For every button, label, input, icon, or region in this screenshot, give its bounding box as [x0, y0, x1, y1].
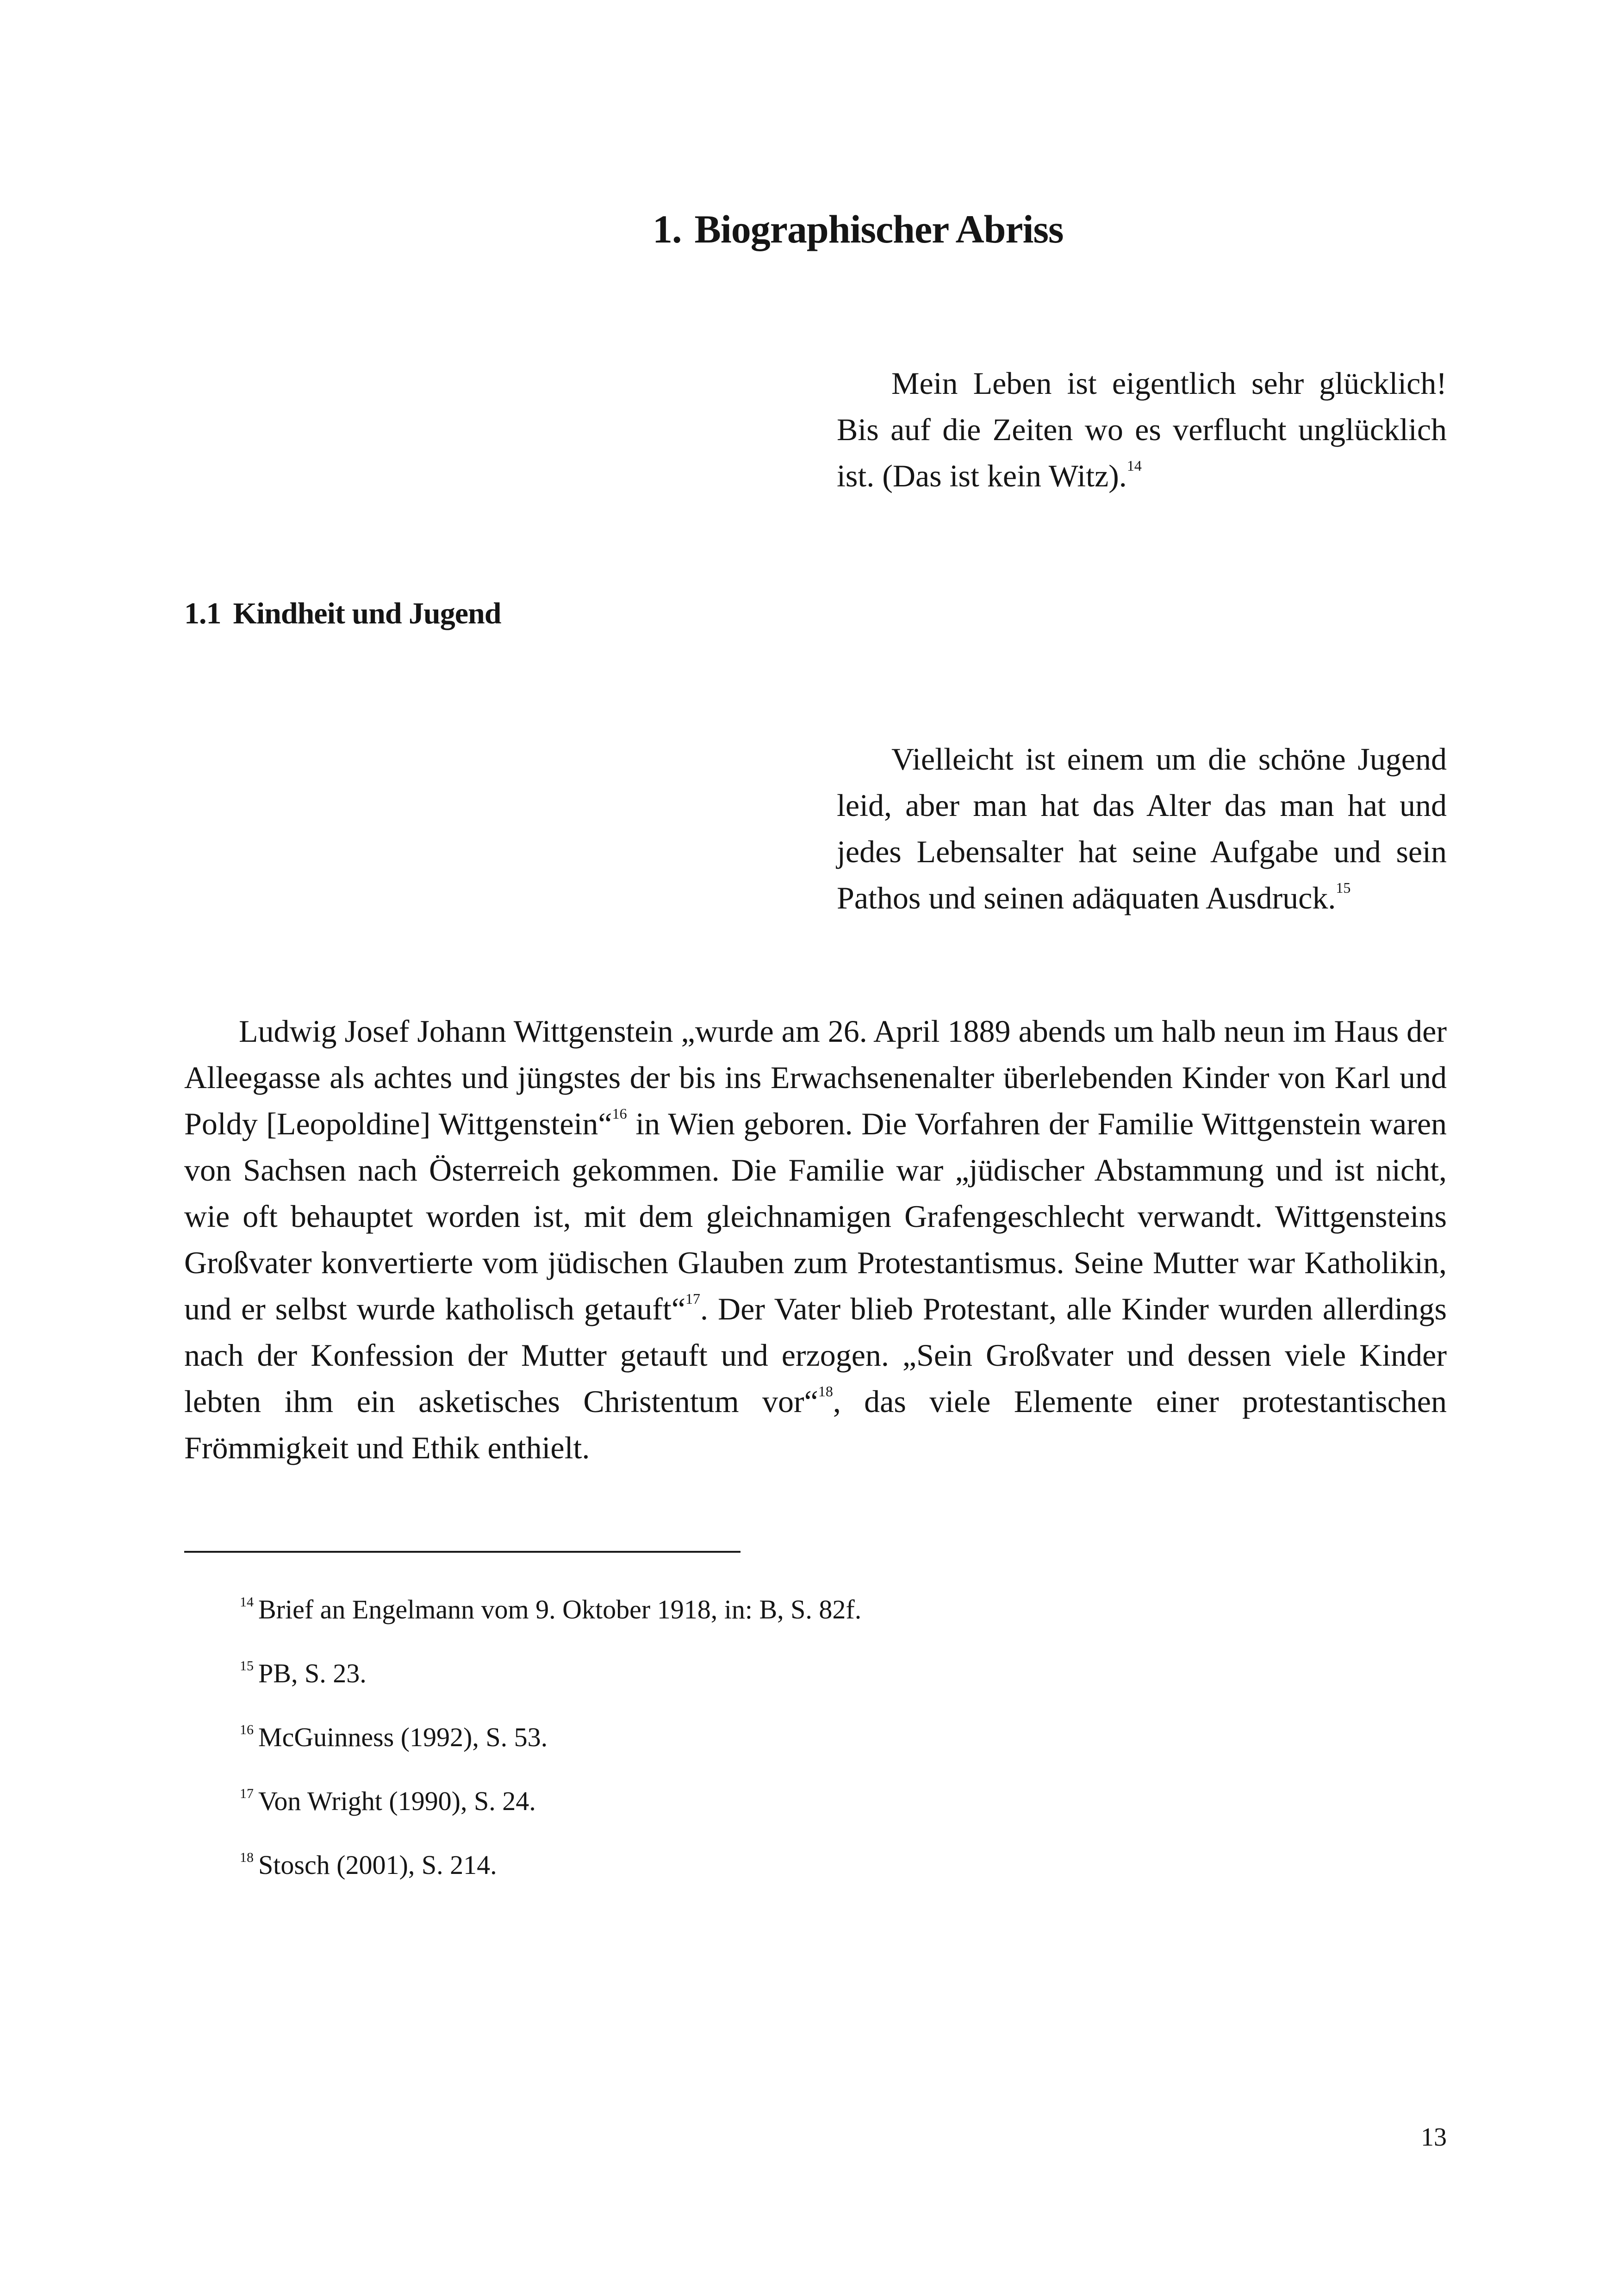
footnote-ref-17[interactable]: 17	[685, 1290, 701, 1307]
footnote-text: McGuinness (1992), S. 53.	[258, 1722, 548, 1752]
body-text-part-3: . Der Vater blieb Protestant, alle Kinder wurden allerdings nach der Konfession der Mutter getauft und erzogen. „Sein Großvater und dessen viele Kinder lebten ihm ein asketisches Christentum vor“	[184, 1291, 1447, 1419]
footnote-item	[240, 1591, 861, 1628]
page-number: 13	[1421, 2123, 1447, 2152]
footnotes-list	[240, 1591, 861, 1910]
footnote-item	[240, 1783, 861, 1820]
epigraph-2	[837, 736, 1447, 921]
epigraph-1	[837, 360, 1447, 499]
chapter-heading	[653, 206, 1063, 252]
chapter-number: 1.	[653, 207, 682, 251]
epigraph-1-text: Mein Leben ist eigentlich sehr glücklich! Bis auf die Zeiten wo es verflucht unglücklich ist. (Das ist kein Witz).	[837, 366, 1447, 493]
body-paragraph	[184, 1008, 1447, 1471]
body-text-part-1: Ludwig Josef Johann Wittgenstein „wurde am 26. April 1889 abends um halb neun im Haus der Alleegasse als achtes und jüngstes der bis ins Erwachsenenalter überlebenden Kinder von Karl und Poldy [Leopoldine] Wittgenstein“	[184, 1014, 1447, 1141]
section-number: 1.1	[184, 597, 221, 630]
footnote-number: 15	[240, 1658, 254, 1674]
footnote-text: Von Wright (1990), S. 24.	[258, 1786, 536, 1816]
footnote-ref-15[interactable]: 15	[1336, 879, 1351, 896]
footnote-text: Stosch (2001), S. 214.	[258, 1850, 497, 1880]
footnote-separator	[184, 1551, 741, 1553]
section-heading	[184, 596, 501, 631]
footnote-ref-16[interactable]: 16	[612, 1105, 627, 1122]
footnote-number: 14	[240, 1594, 254, 1610]
footnote-number: 17	[240, 1786, 254, 1801]
footnote-item	[240, 1719, 861, 1756]
epigraph-2-text: Vielleicht ist einem um die schöne Jugend leid, aber man hat das Alter das man hat und jedes Lebensalter hat seine Aufgabe und sein Pathos und seinen adäquaten Ausdruck.	[837, 741, 1447, 915]
body-text-part-4: , das viele Elemente einer protestantischen Frömmigkeit und Ethik enthielt.	[184, 1384, 1447, 1465]
footnote-text: PB, S. 23.	[258, 1658, 367, 1688]
footnote-item	[240, 1655, 861, 1692]
section-title: Kindheit und Jugend	[233, 597, 501, 630]
body-text-part-2: in Wien geboren. Die Vorfahren der Familie Wittgenstein waren von Sachsen nach Österreich gekommen. Die Familie war „jüdischer Abstammung und ist nicht, wie oft behauptet worden ist, mit dem gleichnamigen Grafengeschlecht verwandt. Wittgensteins Großvater konvertierte vom jüdischen Glauben zum Protestantismus. Seine Mutter war Katholikin, und er selbst wurde katholisch getauft“	[184, 1106, 1447, 1326]
footnote-ref-14[interactable]: 14	[1126, 457, 1142, 474]
footnote-ref-18[interactable]: 18	[818, 1383, 833, 1400]
footnote-number: 18	[240, 1850, 254, 1865]
footnote-item	[240, 1847, 861, 1884]
footnote-number: 16	[240, 1722, 254, 1737]
chapter-title: Biographischer Abriss	[694, 207, 1064, 251]
footnote-text: Brief an Engelmann vom 9. Oktober 1918, in: B, S. 82f.	[258, 1594, 862, 1624]
